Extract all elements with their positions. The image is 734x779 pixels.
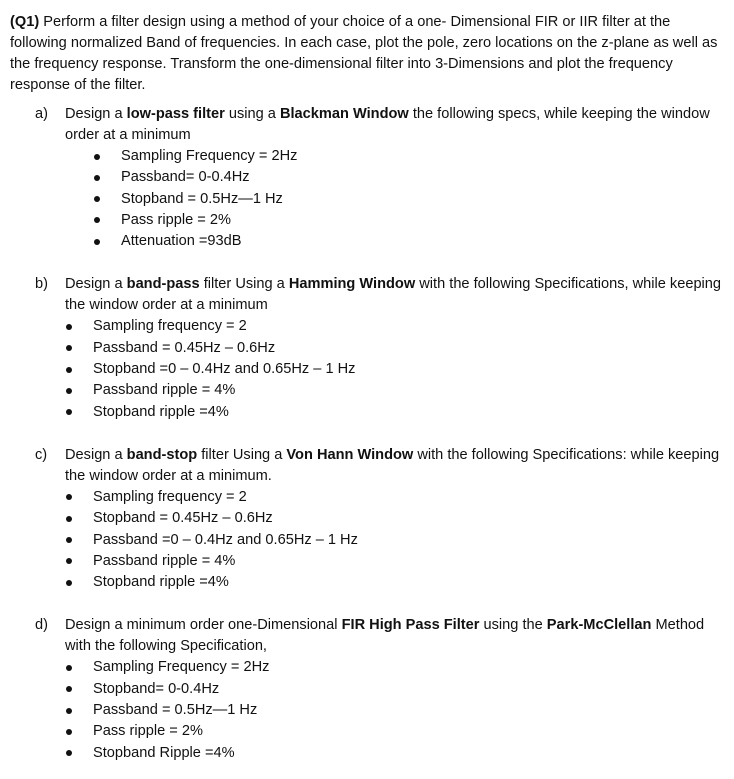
part-c (10, 445, 728, 593)
part-b-window: Hamming Window (288, 276, 416, 293)
part-a (10, 104, 728, 252)
bullet-icon (66, 388, 72, 394)
part-b-filter-type: band-pass (126, 276, 200, 293)
part-a-filter-type: low-pass filter (126, 106, 225, 122)
bullet-icon (66, 367, 72, 373)
part-c-spec-list (10, 487, 728, 593)
bullet-icon (66, 345, 72, 351)
bullet-icon (94, 239, 100, 245)
bullet-icon (66, 516, 72, 522)
spec-item: Pass ripple = 2% (10, 210, 728, 231)
spec-item: Sampling Frequency = 2Hz (10, 146, 728, 167)
bullet-icon (94, 154, 100, 160)
spec-item: Sampling frequency = 2 (10, 316, 728, 337)
bullet-icon (66, 537, 72, 543)
question-intro (10, 12, 728, 96)
spec-item: Passband =0 – 0.4Hz and 0.65Hz – 1 Hz (10, 530, 728, 551)
bullet-icon (66, 665, 72, 671)
spec-item: Attenuation =93dB (10, 231, 728, 252)
spec-item: Passband ripple = 4% (10, 551, 728, 572)
part-b-spec-list (10, 316, 728, 422)
spec-item: Passband ripple = 4% (10, 380, 728, 401)
spec-item: Stopband ripple =4% (10, 402, 728, 423)
part-d (10, 615, 728, 763)
question-document (10, 12, 728, 764)
bullet-icon (94, 217, 100, 223)
part-d-method: Park-McClellan (546, 617, 652, 634)
question-text: Perform a filter design using a method of your choice of a one- Dimensional FIR or IIR filter at the following normalized Band of frequencies. In each case, plot the pole, zero locations on the z-plane as well as the frequency response. Transform the one-dimensional filter into 3-Dimensions and plot the frequency response of the filter. (10, 14, 718, 93)
part-a-spec-list (10, 146, 728, 252)
spec-item: Stopband = 0.5Hz—1 Hz (10, 189, 728, 210)
part-b-text: Design a band-pass filter Using a Hamming Window with the following Specifications, while keeping the window order at a minimum (65, 276, 722, 314)
part-d-spec-list (10, 657, 728, 763)
bullet-icon (66, 324, 72, 330)
part-d-filter-type: FIR High Pass Filter (341, 617, 480, 634)
part-c-letter: c) (35, 446, 48, 463)
bullet-icon (66, 686, 72, 692)
part-b (10, 274, 728, 422)
spec-item: Pass ripple = 2% (10, 721, 728, 742)
bullet-icon (66, 750, 72, 756)
bullet-icon (94, 175, 100, 181)
part-c-text: Design a band-stop filter Using a Von Hann Window with the following Specifications: while keeping the window order at a minimum. (65, 446, 720, 484)
part-c-window: Von Hann Window (286, 446, 414, 463)
question-label: (Q1) (10, 14, 40, 30)
part-c-filter-type: band-stop (126, 446, 198, 463)
spec-item: Passband= 0-0.4Hz (10, 167, 728, 188)
bullet-icon (94, 196, 100, 202)
bullet-icon (66, 558, 72, 564)
bullet-icon (66, 708, 72, 714)
spec-item: Stopband= 0-0.4Hz (10, 679, 728, 700)
spec-item: Sampling frequency = 2 (10, 487, 728, 508)
spec-item: Passband = 0.5Hz—1 Hz (10, 700, 728, 721)
spec-item: Passband = 0.45Hz – 0.6Hz (10, 338, 728, 359)
bullet-icon (66, 494, 72, 500)
spec-item: Stopband =0 – 0.4Hz and 0.65Hz – 1 Hz (10, 359, 728, 380)
part-a-window: Blackman Window (279, 106, 409, 122)
spec-item: Stopband ripple =4% (10, 572, 728, 593)
bullet-icon (66, 580, 72, 586)
spec-item: Sampling Frequency = 2Hz (10, 657, 728, 678)
bullet-icon (66, 409, 72, 415)
part-b-letter: b) (35, 276, 48, 293)
bullet-icon (66, 729, 72, 735)
spec-item: Stopband = 0.45Hz – 0.6Hz (10, 508, 728, 529)
part-a-letter: a) (35, 106, 48, 122)
spec-item: Stopband Ripple =4% (10, 743, 728, 764)
part-d-text: Design a minimum order one-Dimensional FIR High Pass Filter using the Park-McClellan Method with the following Specification, (65, 617, 705, 655)
part-a-text: Design a low-pass filter using a Blackman Window the following specs, while keeping the window order at a minimum (65, 106, 710, 143)
part-d-letter: d) (35, 617, 48, 634)
